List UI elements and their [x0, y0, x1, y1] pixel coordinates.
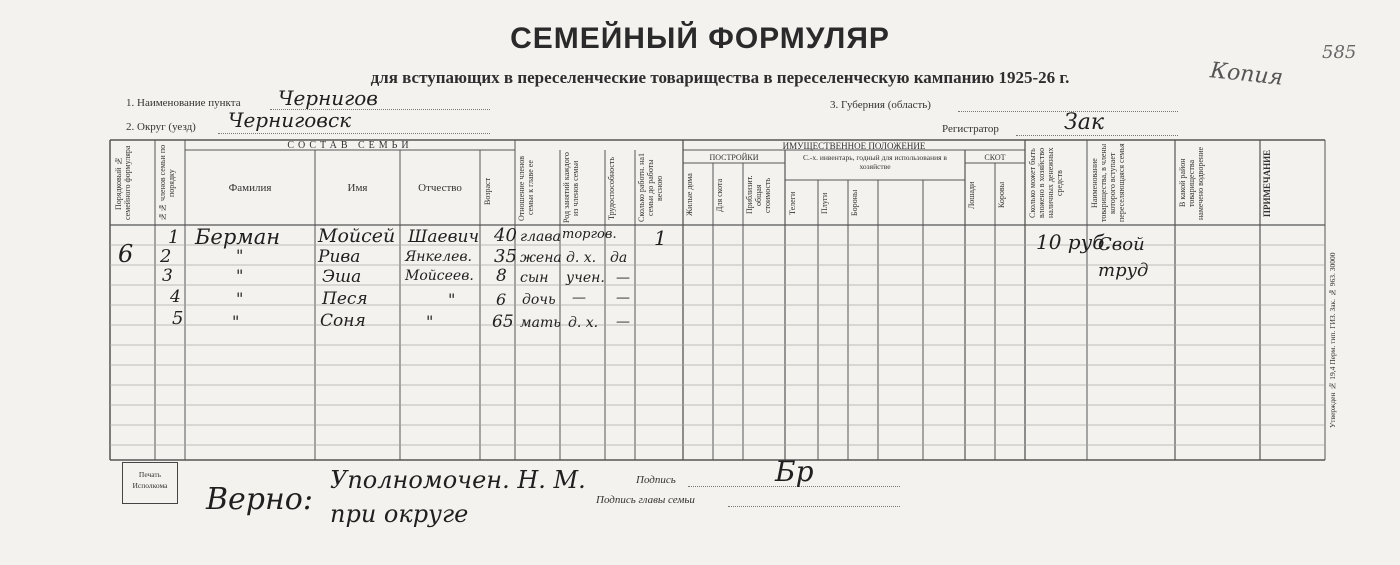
- row-3-n: 3: [162, 266, 173, 286]
- col-poryadk-header: Порядковый № семейного формуляра: [114, 145, 132, 221]
- row-4-imya: Песя: [322, 289, 368, 309]
- verno-note: Верно:: [206, 482, 313, 517]
- corner-number: 585: [1322, 42, 1357, 63]
- row-4-familiya: ": [236, 289, 244, 308]
- row-5-trud: —: [616, 314, 630, 330]
- row-4-otnosh: дочь: [522, 292, 556, 308]
- row-3-familiya: ": [236, 266, 244, 285]
- col-rod-header: Род занятий каждого из членов семьи: [562, 152, 580, 224]
- row-5-otnosh: мать: [520, 315, 561, 331]
- row-3-otchestvo: Мойсеев.: [405, 268, 474, 284]
- punkt-value: Чернигов: [278, 86, 378, 110]
- row-2-otchestvo: Янкелев.: [405, 249, 472, 265]
- col-vozrast-header: Возраст: [483, 177, 492, 205]
- row-2-rod: д. х.: [566, 250, 597, 266]
- registrator-value: Зак: [1064, 110, 1104, 135]
- group-postroyki-header: ПОСТРОЙКИ: [709, 153, 759, 162]
- tovar-note: Свой труд: [1098, 234, 1149, 281]
- money-note: 10 руб.: [1036, 230, 1111, 254]
- row-3-otnosh: сын: [520, 270, 549, 286]
- signature: Бр: [775, 455, 814, 488]
- group-imush-header: ИМУЩЕСТВЕННОЕ ПОЛОЖЕНИЕ: [782, 141, 926, 151]
- col-borony-header: Бороны: [850, 189, 859, 217]
- form-title: СЕМЕЙНЫЙ ФОРМУЛЯР: [510, 22, 890, 55]
- group-skot-header: СКОТ: [984, 153, 1006, 162]
- row-1-otnosh: глава: [520, 229, 561, 245]
- col-korovy-header: Коровы: [997, 181, 1006, 209]
- row-5-imya: Соня: [320, 311, 366, 331]
- podpis-label: Подпись: [636, 474, 676, 486]
- row-1-imya: Мойсей: [318, 225, 396, 247]
- copy-note: Копия: [1208, 58, 1285, 91]
- row-1-otchestvo: Шаевич: [408, 227, 480, 247]
- row-4-n: 4: [170, 287, 181, 307]
- row-2-familiya: ": [236, 246, 244, 265]
- row-4-vozrast: 6: [496, 290, 507, 309]
- col-otchestvo-header: Отчество: [418, 182, 462, 194]
- podpis-glavy-label: Подпись главы семьи: [596, 494, 695, 506]
- row-5-n: 5: [172, 308, 184, 329]
- row-2-trud: да: [610, 250, 628, 266]
- upolnomoch-note: Уполномочен. Н. М.: [330, 466, 586, 494]
- stamp-label: Печать Исполкома: [132, 470, 168, 490]
- row-2-vozrast: 35: [494, 246, 517, 267]
- row-4-rod: —: [572, 290, 586, 306]
- col-skolko-header: Сколько работн. на1 семьи до работы весною: [637, 153, 664, 223]
- row-3-rod: учен.: [566, 270, 605, 286]
- formular-number: 6: [118, 240, 134, 268]
- col-primech-header: ПРИМЕЧАНИЕ: [1262, 149, 1272, 217]
- col-vlozheno-header: Сколько может быть вложено в хозяйство наличных денежных средств: [1028, 147, 1064, 219]
- col-plugi-header: Плуги: [820, 192, 829, 214]
- row-3-vozrast: 8: [496, 266, 507, 286]
- col-otnoshenie-header: Отношение членов семьи к главе ее: [517, 155, 535, 221]
- group-sostav-header: СОСТАВ СЕМЬИ: [287, 140, 413, 151]
- row-4-trud: —: [616, 290, 630, 306]
- punkt-label: 1. Наименование пункта: [126, 97, 241, 109]
- form-subtitle: для вступающих в переселенческие товарищества в переселенческую кампанию 1925-26 г.: [370, 68, 1070, 87]
- row-1-familiya: Берман: [195, 225, 281, 249]
- pri-okruge-note: при округе: [330, 500, 469, 528]
- row-2-n: 2: [160, 246, 172, 267]
- col-familiya-header: Фамилия: [228, 182, 272, 194]
- row-1-vozrast: 40: [494, 225, 517, 246]
- row-3-trud: —: [616, 270, 630, 286]
- okrug-value: Черниговск: [228, 108, 352, 132]
- col-nn-header: №№ членов семьи по порядку: [158, 144, 176, 222]
- row-5-vozrast: 65: [492, 312, 514, 332]
- stamp-box: [122, 462, 178, 504]
- row-5-rod: д. х.: [568, 315, 599, 331]
- row-1-rod: торгов.: [562, 227, 617, 242]
- podpis-glavy-line: [728, 506, 900, 507]
- row-1-skolko: 1: [654, 226, 667, 250]
- registrator-label: Регистратор: [942, 123, 999, 135]
- group-inventar-header: С.-х. инвентарь, годный для использования в хозяйстве: [803, 153, 947, 171]
- row-2-otnosh: жена: [520, 250, 562, 266]
- col-zhilye-header: Жилые дома: [685, 173, 694, 217]
- row-3-imya: Эша: [322, 267, 362, 287]
- guberniya-label: 3. Губерния (область): [830, 99, 931, 111]
- col-tovar-header: Наименование товарищества, в члены которого вступает переселяющаяся семья: [1090, 143, 1126, 223]
- col-loshadi-header: Лошади: [967, 181, 976, 209]
- col-rayon-header: В какой район товарищества намечено водворение: [1178, 146, 1205, 220]
- print-side-note: Утвержден № 19,4 Перм. тип. ГИЗ. Зак. № 963. 30000: [1328, 252, 1337, 428]
- col-telegi-header: Телеги: [788, 191, 797, 215]
- col-skota-header: Для скота: [715, 178, 724, 212]
- col-trudosp-header: Трудоспособность: [607, 156, 616, 220]
- col-stoim-header: Приблизит. общая стоимость: [745, 175, 772, 215]
- col-imya-header: Имя: [347, 182, 368, 194]
- row-1-n: 1: [168, 227, 180, 248]
- row-5-familiya: ": [232, 312, 240, 331]
- row-2-imya: Рива: [318, 247, 361, 267]
- row-4-otchestvo: ": [448, 290, 456, 309]
- okrug-label: 2. Округ (уезд): [126, 121, 196, 133]
- row-5-otchestvo: ": [426, 312, 434, 331]
